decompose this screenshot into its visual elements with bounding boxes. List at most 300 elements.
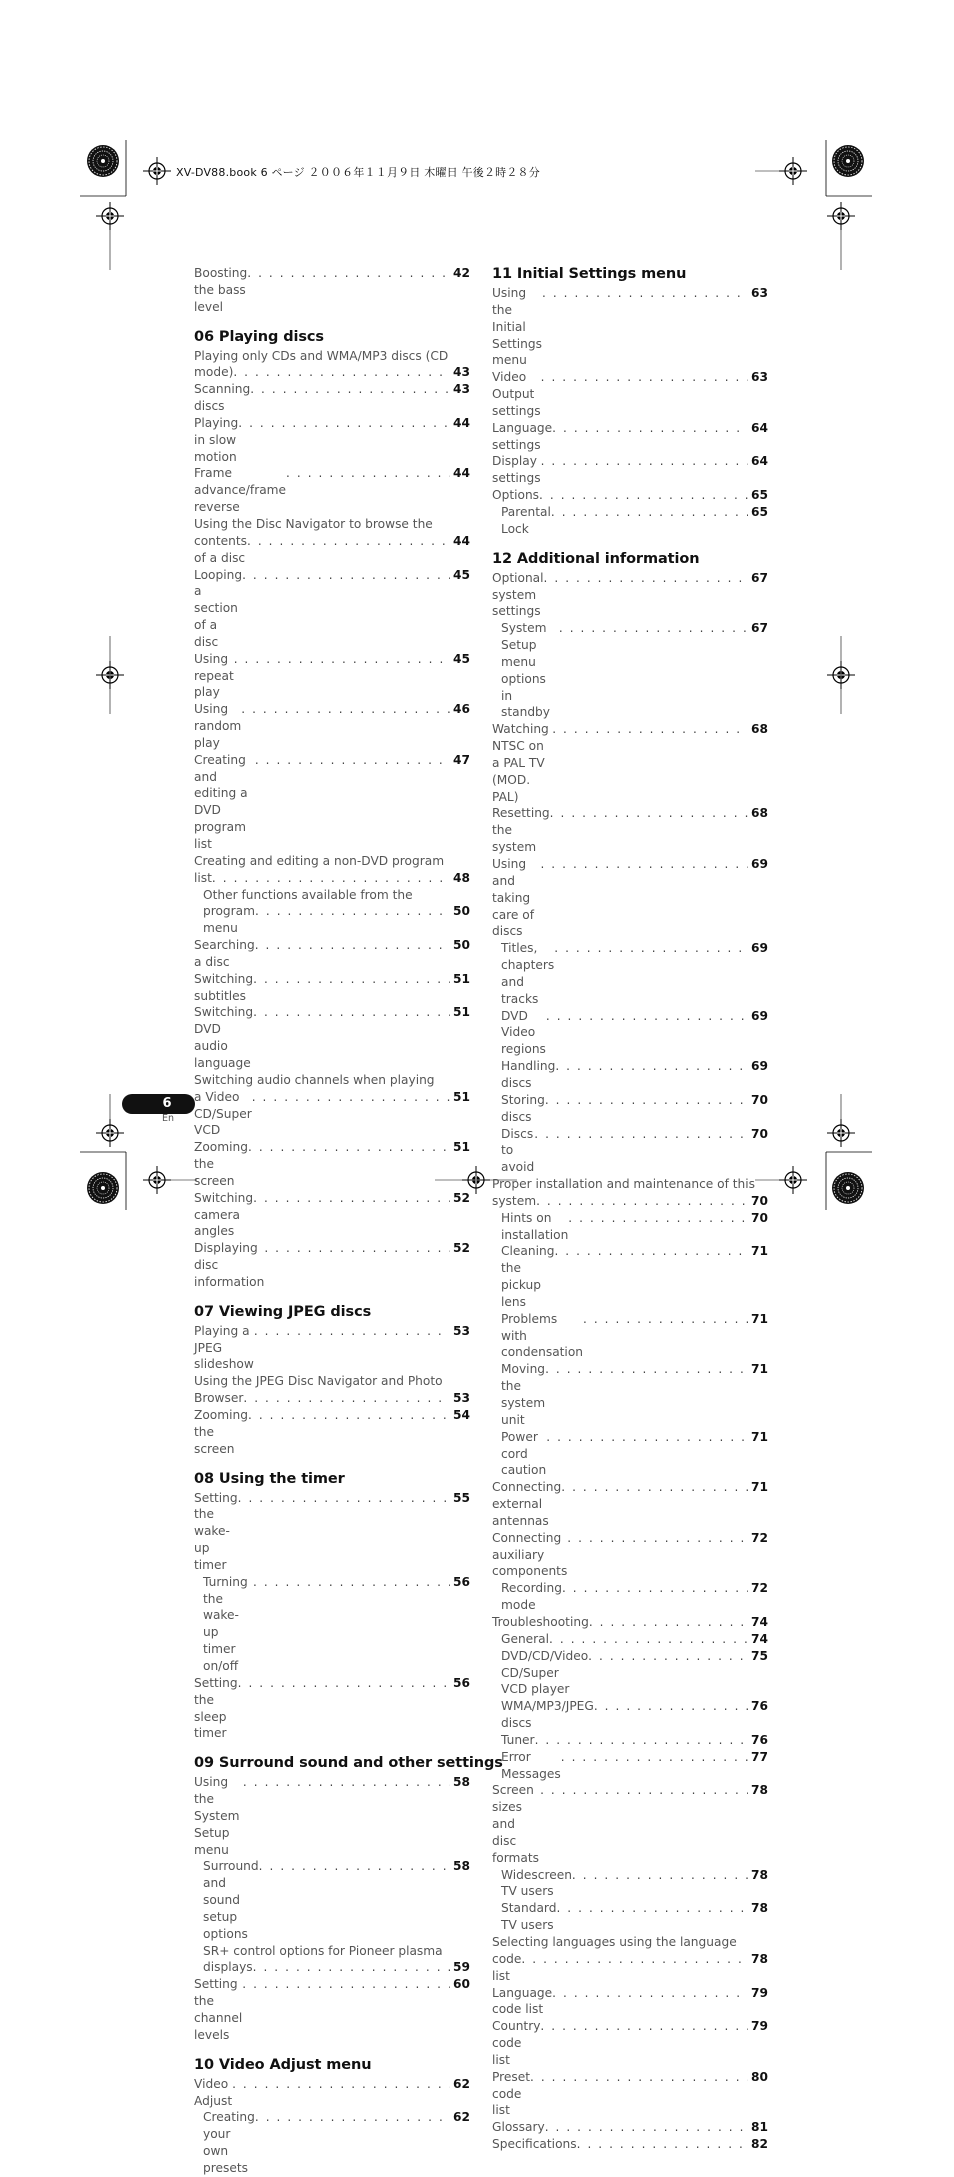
toc-entry-label: Looping a section of a disc: [194, 567, 246, 649]
toc-right-column: [492, 265, 768, 2153]
toc-entry[interactable]: [194, 1139, 470, 1190]
toc-entry[interactable]: [492, 1092, 768, 1126]
toc-entry-label: Specifications: [492, 2137, 577, 2152]
toc-entry-label: Using the JPEG Disc Navigator and Photo: [194, 1374, 443, 1389]
toc-entry-page: 44: [453, 415, 470, 430]
toc-entry-label: Connecting auxiliary components: [492, 1530, 568, 1579]
toc-entry[interactable]: [492, 1126, 768, 1177]
toc-entry[interactable]: [492, 2069, 768, 2120]
toc-entry-page: 48: [453, 870, 470, 885]
leader-dots: [550, 805, 748, 822]
leader-dots: [530, 2069, 748, 2086]
toc-entry-label: Boosting the bass level: [194, 266, 252, 314]
leader-dots: [255, 903, 450, 920]
toc-entry[interactable]: [194, 1190, 470, 1241]
toc-entry-page: 51: [453, 1005, 470, 1020]
toc-entry-page: 74: [751, 1614, 768, 1629]
toc-entry-page: 71: [751, 1362, 768, 1377]
toc-entry[interactable]: [194, 265, 470, 316]
toc-entry-label-cont: contents of a disc: [194, 533, 251, 565]
toc-entry-page: 78: [751, 1867, 768, 1882]
toc-entry[interactable]: [492, 1176, 768, 1210]
toc-entry-label-cont: system: [492, 1193, 537, 1208]
toc-entry-label-cont: Browser: [194, 1391, 244, 1406]
leader-dots: [247, 533, 450, 550]
section-title-10-video-adjust-menu: 10 Video Adjust menu: [194, 2056, 372, 2073]
toc-entry[interactable]: [492, 504, 768, 538]
toc-entry-label: Surround and sound setup options: [203, 1859, 263, 1941]
toc-entry[interactable]: [194, 415, 470, 466]
toc-entry-label: Switching camera angles: [194, 1190, 258, 1239]
toc-entry-label: WMA/MP3/JPEG discs: [501, 1699, 598, 1731]
leader-dots: [554, 1243, 748, 1260]
toc-entry-label: Hints on installation: [501, 1210, 569, 1242]
toc-entry-label: Searching a disc: [194, 938, 259, 969]
file-header: XV-DV88.book 6 ページ ２００６年１１月９日 木曜日 午後２時２８分: [176, 166, 540, 179]
toc-entry-page: 45: [453, 651, 470, 666]
toc-entry[interactable]: [194, 887, 470, 938]
toc-entry-label: Turning the wake-up timer on/off: [203, 1574, 252, 1673]
toc-entry-page: 71: [751, 1429, 768, 1444]
leader-dots: [264, 1240, 450, 1257]
section-title-12-additional-information: 12 Additional information: [492, 550, 700, 567]
leader-dots: [542, 285, 748, 302]
toc-entry-page: 58: [453, 1859, 470, 1874]
toc-entry[interactable]: [492, 2136, 768, 2153]
toc-entry-label: Titles, chapters and tracks: [501, 941, 559, 1006]
toc-entry-label: Using the Disc Navigator to browse the: [194, 516, 433, 531]
toc-entry[interactable]: [492, 1900, 768, 1934]
toc-entry-label: Setting the wake-up timer: [194, 1490, 242, 1572]
toc-entry[interactable]: [194, 1323, 470, 1374]
leader-dots: [247, 265, 450, 282]
toc-entry[interactable]: [492, 721, 768, 805]
toc-entry-page: 79: [751, 1985, 768, 2000]
toc-entry-label: Handling discs: [501, 1059, 560, 1090]
leader-dots: [540, 1782, 748, 1799]
toc-entry[interactable]: [492, 1311, 768, 1362]
toc-entry[interactable]: [492, 620, 768, 721]
toc-entry-label: Using the System Setup menu: [194, 1775, 244, 1857]
toc-entry-page: 82: [751, 2137, 768, 2152]
leader-dots: [259, 1858, 450, 1875]
leader-dots: [253, 1190, 450, 1207]
toc-entry-label: DVD/CD/Video CD/Super VCD player: [501, 1648, 593, 1697]
toc-entry-label: Video Adjust: [194, 2076, 233, 2108]
toc-entry[interactable]: [492, 570, 768, 621]
toc-entry-label: Cleaning the pickup lens: [501, 1244, 559, 1309]
toc-entry-label: Discs to avoid: [501, 1126, 538, 1175]
leader-dots: [212, 870, 450, 887]
toc-entry-label: Playing only CDs and WMA/MP3 discs (CD: [194, 348, 449, 363]
toc-entry-label: Problems with condensation: [501, 1311, 584, 1360]
toc-entry-page: 69: [751, 857, 768, 871]
toc-entry-label: Options: [492, 488, 540, 503]
toc-entry-label: Country code list: [492, 2019, 545, 2067]
toc-entry-label: Using random play: [194, 702, 246, 750]
toc-entry-page: 44: [453, 533, 470, 548]
toc-entry-page: 56: [453, 1675, 470, 1690]
toc-entry-page: 54: [453, 1408, 470, 1422]
toc-entry[interactable]: [194, 1774, 470, 1858]
section-title-06-playing-discs: 06 Playing discs: [194, 328, 324, 345]
leader-dots: [561, 1479, 748, 1496]
toc-entry[interactable]: [492, 856, 768, 940]
toc-entry-label: Troubleshooting: [492, 1614, 589, 1629]
leader-dots: [242, 1976, 450, 1993]
toc-entry-label-cont: code list: [492, 1951, 526, 1983]
toc-section: [492, 550, 768, 2153]
toc-entry[interactable]: [194, 1675, 470, 1742]
toc-entry-label: Setting the sleep timer: [194, 1675, 242, 1741]
toc-entry-page: 63: [751, 370, 768, 385]
toc-entry[interactable]: [194, 1976, 470, 2043]
toc-entry[interactable]: [492, 1749, 768, 1783]
toc-entry-label: Using the Initial Settings menu: [492, 286, 546, 368]
toc-entry[interactable]: [194, 2109, 470, 2176]
toc-entry[interactable]: [492, 285, 768, 369]
toc-entry-page: 68: [751, 806, 768, 821]
leader-dots: [552, 1985, 748, 2002]
toc-entry[interactable]: [492, 1361, 768, 1428]
toc-entry-label: DVD Video regions: [501, 1008, 546, 1057]
toc-entry-label-cont: displays: [203, 1960, 253, 1975]
toc-entry-page: 65: [751, 504, 768, 519]
leader-dots: [539, 487, 748, 504]
toc-entry-label: SR+ control options for Pioneer plasma: [203, 1943, 443, 1958]
toc-entry[interactable]: [194, 1407, 470, 1458]
toc-entry[interactable]: [492, 1479, 768, 1530]
toc-entry-page: 78: [751, 1783, 768, 1798]
toc-entry-page: 78: [751, 1901, 768, 1916]
toc-entry[interactable]: [492, 805, 768, 856]
leader-dots: [238, 1675, 450, 1692]
toc-entry-label: Power cord caution: [501, 1429, 547, 1478]
toc-entry[interactable]: [492, 1580, 768, 1614]
toc-entry[interactable]: [492, 453, 768, 487]
toc-entry-label: Using and taking care of discs: [492, 857, 538, 939]
toc-entry[interactable]: [492, 1934, 768, 1985]
toc-entry[interactable]: [492, 1614, 768, 1631]
leader-dots: [253, 1004, 450, 1021]
toc-entry-label-cont: mode): [194, 365, 234, 380]
section-title-08-using-the-timer: 08 Using the timer: [194, 1470, 345, 1487]
toc-entry-label: Zooming the screen: [194, 1140, 252, 1188]
toc-entry-page: 72: [751, 1530, 768, 1545]
toc-entry[interactable]: [492, 1732, 768, 1749]
toc-entry-page: 75: [751, 1648, 768, 1663]
toc-entry[interactable]: [492, 1429, 768, 1480]
toc-entry-label: Switching subtitles: [194, 971, 258, 1003]
leader-dots: [242, 567, 450, 584]
leader-dots: [252, 1089, 450, 1106]
section-title-09-surround-sound-and-other-settings: 09 Surround sound and other settings: [194, 1755, 503, 1772]
leader-dots: [549, 1631, 748, 1648]
leader-dots: [248, 1407, 450, 1424]
toc-entry[interactable]: [492, 1008, 768, 1059]
toc-entry[interactable]: [492, 1782, 768, 1866]
toc-entry-page: 43: [453, 365, 470, 380]
toc-entry[interactable]: [194, 1240, 470, 1291]
leader-dots: [541, 453, 748, 470]
leader-dots: [238, 1490, 450, 1507]
toc-entry-page: 70: [751, 1092, 768, 1107]
leader-dots: [535, 1732, 748, 1749]
toc-entry[interactable]: [194, 1490, 470, 1574]
toc-entry-page: 71: [751, 1311, 768, 1326]
leader-dots: [589, 1614, 748, 1631]
toc-entry-page: 74: [751, 1631, 768, 1646]
leader-dots: [243, 1774, 450, 1791]
section-title-11-initial-settings-menu: 11 Initial Settings menu: [492, 266, 687, 282]
toc-entry[interactable]: [492, 1648, 768, 1699]
toc-entry-page: 81: [751, 2120, 768, 2135]
toc-entry-page: 71: [751, 1480, 768, 1495]
toc-entry-page: 78: [751, 1951, 768, 1966]
toc-entry[interactable]: [492, 369, 768, 420]
toc-section: [194, 1470, 470, 1743]
section-title-07-viewing-jpeg-discs: 07 Viewing JPEG discs: [194, 1303, 372, 1320]
toc-entry[interactable]: [194, 701, 470, 752]
toc-entry[interactable]: [194, 1072, 470, 1139]
toc-entry-label: Playing in slow motion: [194, 415, 243, 464]
toc-entry-label: Optional system settings: [492, 570, 548, 619]
toc-entry-page: 60: [453, 1977, 470, 1992]
toc-section: [194, 1303, 470, 1458]
toc-entry-page: 52: [453, 1241, 470, 1256]
leader-dots: [551, 504, 748, 521]
toc-entry-page: 62: [453, 2076, 470, 2091]
toc-entry-page: 50: [453, 938, 470, 953]
leader-dots: [234, 651, 450, 668]
leader-dots: [562, 1580, 748, 1597]
toc-entry-page: 72: [751, 1581, 768, 1596]
toc-entry-page: 68: [751, 722, 768, 737]
leader-dots: [540, 2018, 748, 2035]
toc-entry-label: Language settings: [492, 420, 557, 452]
toc-entry[interactable]: [194, 381, 470, 415]
toc-entry[interactable]: [194, 1373, 470, 1407]
toc-entry-label: Standard TV users: [501, 1901, 561, 1933]
toc-entry-label: Switching DVD audio language: [194, 1005, 258, 1070]
leader-dots: [544, 570, 749, 587]
toc-entry-label: Watching NTSC on a PAL TV (MOD. PAL): [492, 722, 553, 804]
leader-dots: [253, 1574, 450, 1591]
leader-dots: [552, 721, 748, 738]
toc-entry-page: 76: [751, 1732, 768, 1747]
toc-entry-page: 53: [453, 1391, 470, 1406]
toc-entry-page: 70: [751, 1193, 768, 1208]
toc-entry-label: Creating and editing a DVD program list: [194, 752, 252, 851]
toc-section: [194, 1754, 503, 2044]
toc-entry-label: Selecting languages using the language: [492, 1935, 737, 1949]
toc-entry-label: Frame advance/frame reverse: [194, 466, 290, 515]
toc-entry-label: Zooming the screen: [194, 1408, 252, 1456]
leader-dots: [583, 1311, 748, 1328]
toc-entry[interactable]: [194, 651, 470, 702]
toc-entry[interactable]: [492, 1631, 768, 1648]
toc-entry[interactable]: [492, 940, 768, 1007]
leader-dots: [233, 364, 450, 381]
toc-entry[interactable]: [492, 1867, 768, 1901]
leader-dots: [545, 2119, 748, 2136]
leader-dots: [572, 1867, 748, 1884]
toc-entry-page: 69: [751, 941, 768, 956]
toc-entry-page: 69: [751, 1008, 768, 1023]
toc-entry-label: Creating and editing a non-DVD program: [194, 853, 445, 868]
toc-entry-page: 58: [453, 1775, 470, 1790]
toc-entry[interactable]: [194, 2076, 470, 2110]
leader-dots: [241, 701, 450, 718]
toc-entry-page: 51: [453, 1140, 470, 1155]
toc-entry-page: 63: [751, 286, 768, 300]
toc-entry[interactable]: [194, 1943, 470, 1977]
toc-entry-page: 64: [751, 420, 768, 435]
toc-entry-page: 70: [751, 1210, 768, 1225]
toc-entry-label: Screen sizes and disc formats: [492, 1783, 540, 1865]
toc-entry-page: 47: [453, 752, 470, 767]
toc-entry-label: Error Messages: [501, 1749, 561, 1781]
toc-entry[interactable]: [492, 1058, 768, 1092]
leader-dots: [567, 1530, 748, 1547]
toc-entry-label-cont: list: [194, 870, 212, 885]
leader-dots: [250, 381, 450, 398]
leader-dots: [556, 1900, 748, 1917]
toc-left-column: [194, 265, 503, 2177]
toc-section: [194, 265, 470, 316]
toc-entry[interactable]: [194, 971, 470, 1005]
leader-dots: [594, 1698, 748, 1715]
toc-entry-label: Playing a JPEG slideshow: [194, 1323, 254, 1372]
toc-entry[interactable]: [194, 937, 470, 971]
leader-dots: [536, 1193, 748, 1210]
toc-entry-label: Video Output settings: [492, 370, 541, 418]
toc-entry-page: 76: [751, 1699, 768, 1714]
toc-entry-label: Tuner: [501, 1732, 535, 1747]
toc-entry-label: Using repeat play: [194, 651, 238, 700]
leader-dots: [255, 2109, 450, 2126]
leader-dots: [248, 1139, 450, 1156]
leader-dots: [286, 465, 450, 482]
leader-dots: [254, 1323, 450, 1340]
leader-dots: [545, 1361, 748, 1378]
toc-entry-label: Recording mode: [501, 1581, 566, 1613]
toc-entry-page: 65: [751, 488, 768, 503]
toc-entry-label: Proper installation and maintenance of this: [492, 1177, 756, 1192]
leader-dots: [588, 1648, 748, 1665]
toc-entry-page: 79: [751, 2019, 768, 2034]
leader-dots: [552, 420, 748, 437]
page-language: En: [162, 1113, 175, 1124]
toc-entry[interactable]: [194, 567, 470, 651]
toc-entry-page: 70: [751, 1126, 768, 1141]
toc-entry-label: Preset code list: [492, 2069, 534, 2118]
toc-entry-page: 64: [751, 454, 768, 469]
toc-entry-label-cont: program menu: [203, 904, 259, 936]
leader-dots: [232, 2076, 450, 2093]
toc-entry-label: Widescreen TV users: [501, 1867, 576, 1899]
leader-dots: [559, 620, 748, 637]
toc-entry-label: Glossary: [492, 2120, 545, 2135]
page-number: 6: [162, 1096, 172, 1111]
toc-section: [194, 328, 470, 1291]
leader-dots: [555, 1058, 748, 1075]
leader-dots: [546, 1429, 748, 1446]
toc-entry-label: Other functions available from the: [203, 887, 413, 902]
toc-entry-page: 67: [751, 570, 768, 585]
toc-entry-page: 42: [453, 266, 470, 280]
toc-entry-label: Display settings: [492, 454, 541, 486]
toc-entry[interactable]: [492, 2119, 768, 2136]
toc-entry-label: Storing discs: [501, 1092, 549, 1124]
toc-entry-label-cont: a Video CD/Super VCD: [194, 1089, 256, 1138]
leader-dots: [554, 940, 748, 957]
toc-entry-page: 51: [453, 1089, 470, 1104]
leader-dots: [546, 1008, 748, 1025]
leader-dots: [255, 752, 450, 769]
toc-entry-label: Connecting external antennas: [492, 1480, 566, 1528]
leader-dots: [540, 856, 748, 873]
toc-entry-label: Parental Lock: [501, 504, 555, 536]
toc-entry-page: 69: [751, 1059, 768, 1074]
toc-entry[interactable]: [194, 465, 470, 516]
leader-dots: [568, 1210, 748, 1227]
toc-entry-label: Moving the system unit: [501, 1362, 549, 1427]
leader-dots: [534, 1126, 748, 1143]
toc-entry[interactable]: [492, 2018, 768, 2069]
toc-entry[interactable]: [194, 348, 470, 382]
toc-entry-page: 51: [453, 971, 470, 986]
leader-dots: [255, 937, 450, 954]
toc-entry[interactable]: [492, 1210, 768, 1244]
leader-dots: [521, 1951, 748, 1968]
toc-entry[interactable]: [492, 487, 768, 504]
leader-dots: [577, 2136, 748, 2153]
toc-entry-label: Creating your own presets: [203, 2110, 259, 2175]
toc-entry[interactable]: [194, 1004, 470, 1071]
toc-entry[interactable]: [194, 1858, 470, 1942]
toc-entry-label: Switching audio channels when playing: [194, 1072, 435, 1087]
toc-entry-label: General: [501, 1631, 550, 1646]
leader-dots: [243, 1390, 450, 1407]
toc-entry[interactable]: [492, 1698, 768, 1732]
toc-entry-page: 71: [751, 1244, 768, 1259]
toc-entry[interactable]: [492, 420, 768, 454]
toc-entry-page: 59: [453, 1960, 470, 1975]
toc-entry[interactable]: [194, 853, 470, 887]
toc-entry[interactable]: [194, 752, 470, 853]
leader-dots: [238, 415, 450, 432]
toc-entry-page: 53: [453, 1323, 470, 1338]
toc-entry[interactable]: [492, 1243, 768, 1310]
toc-entry[interactable]: [492, 1530, 768, 1581]
leader-dots: [253, 1959, 450, 1976]
toc-entry[interactable]: [194, 1574, 470, 1675]
toc-entry-label: System Setup menu options in standby: [501, 621, 551, 720]
toc-entry-page: 67: [751, 621, 768, 636]
toc-section: [194, 2056, 470, 2177]
toc-entry-label: Language code list: [492, 1985, 557, 2017]
toc-entry-page: 44: [453, 466, 470, 481]
toc-entry-page: 46: [453, 702, 470, 717]
toc-entry-label: Displaying disc information: [194, 1241, 265, 1289]
toc-entry[interactable]: [492, 1985, 768, 2019]
toc-entry-page: 50: [453, 904, 470, 919]
leader-dots: [545, 1092, 748, 1109]
toc-entry-page: 56: [453, 1574, 470, 1589]
toc-entry-page: 80: [751, 2069, 768, 2084]
toc-entry[interactable]: [194, 516, 470, 567]
